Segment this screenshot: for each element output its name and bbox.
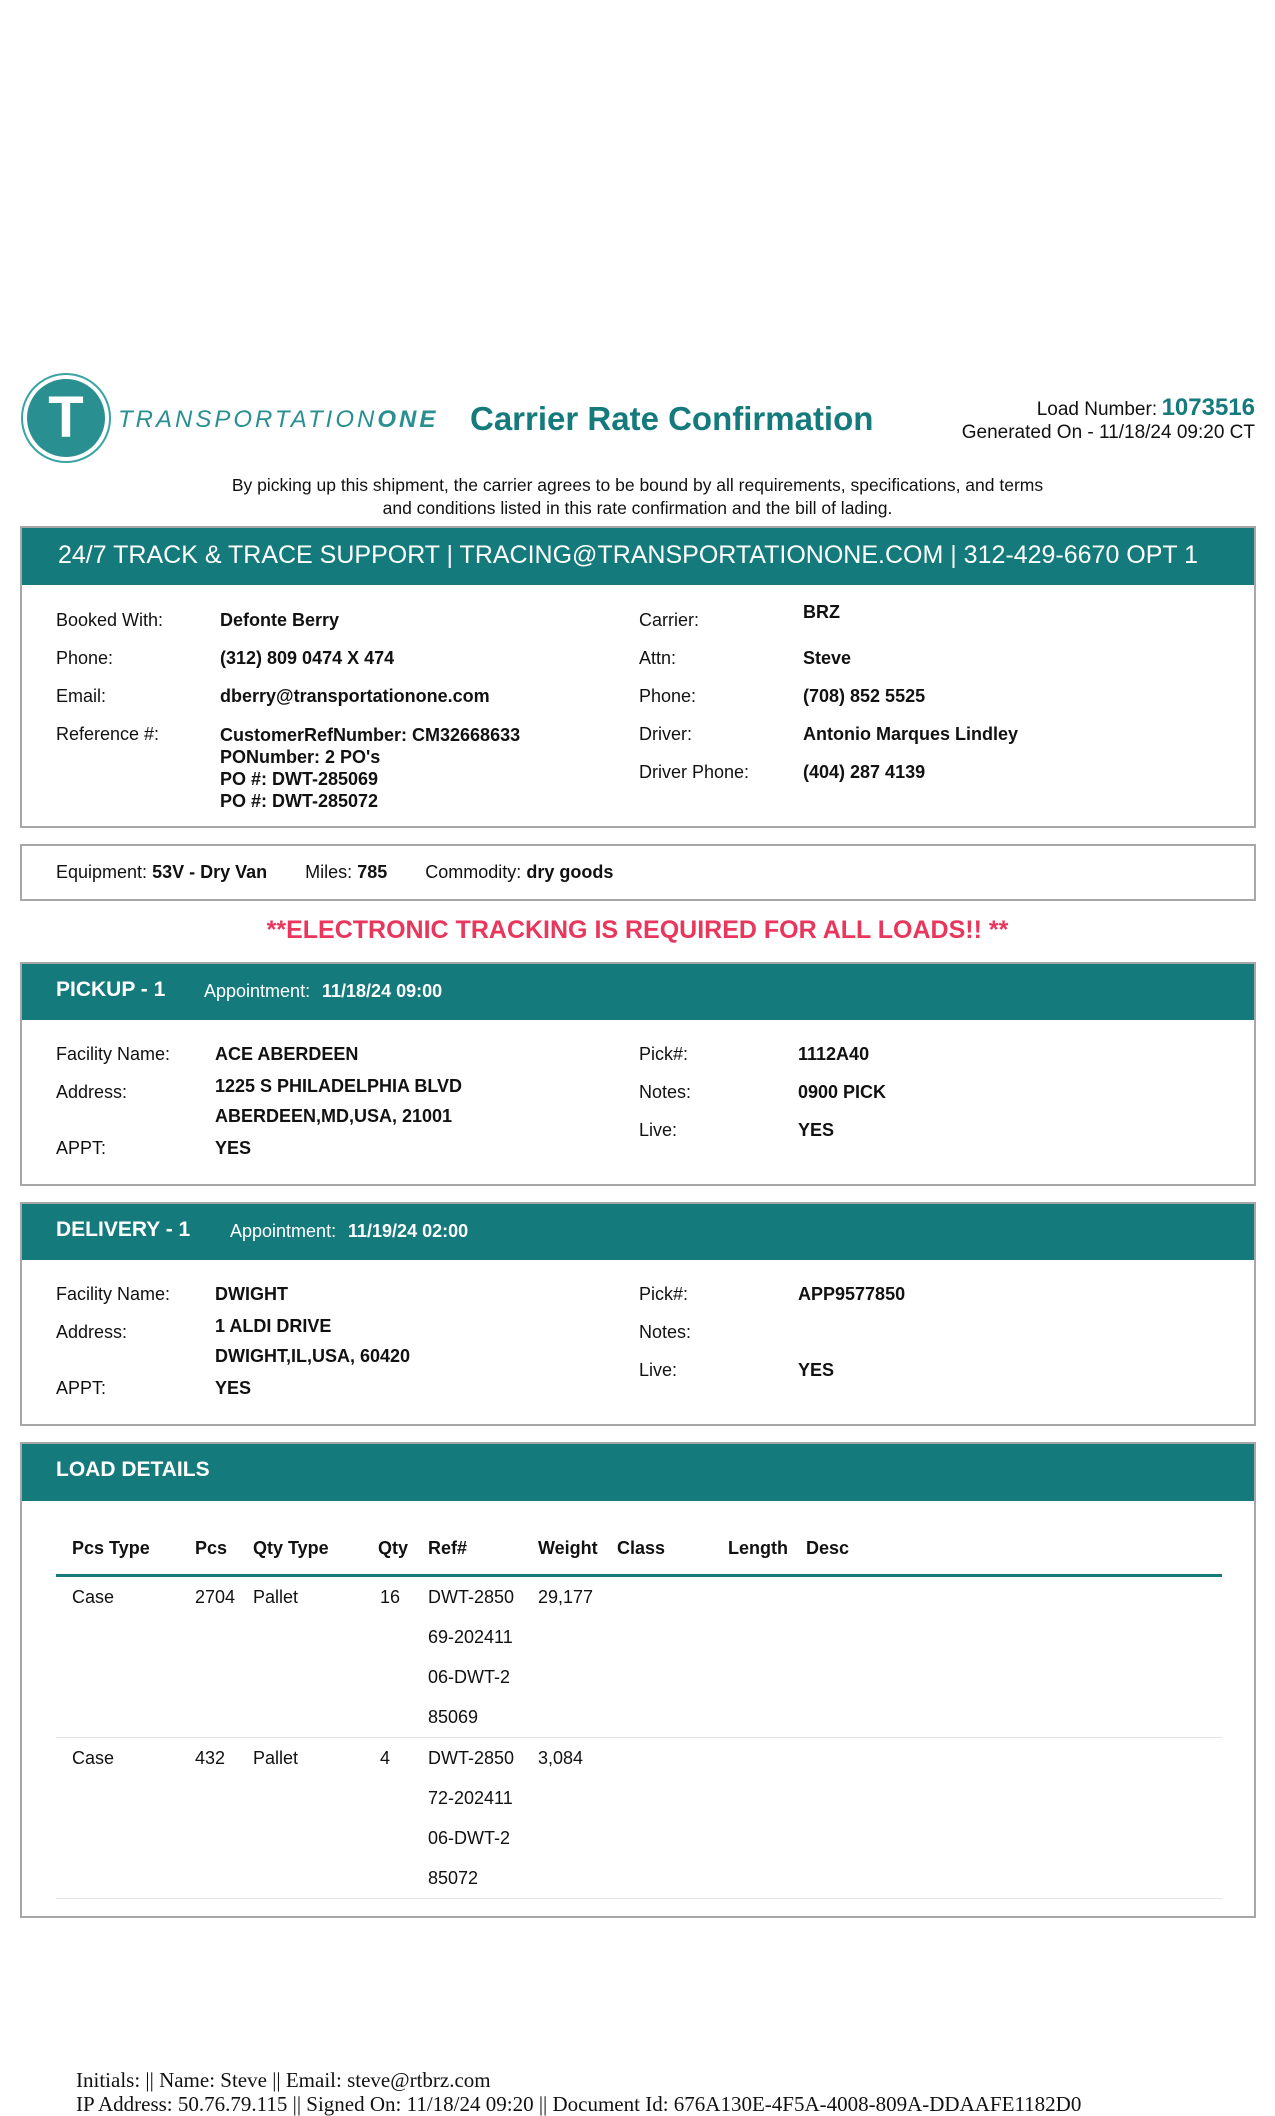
delivery-address-line1: 1 ALDI DRIVE [215, 1316, 332, 1336]
support-banner-text: 24/7 TRACK & TRACE SUPPORT | TRACING@TRANSPORTATIONONE.COM | 312-429-6670 OPT 1 [58, 541, 1199, 569]
equipment-panel [20, 844, 1256, 901]
pickup-live-value: YES [798, 1120, 835, 1140]
delivery-appt-value: YES [215, 1378, 252, 1398]
reference-list [220, 724, 520, 812]
delivery-live-value: YES [798, 1360, 835, 1380]
delivery-pick-value: APP9577850 [798, 1284, 906, 1304]
signature-line2: IP Address: 50.76.79.115 || Signed On: 11/18/24 09:20 || Document Id: 676A130E-4F5A-4008-809A-DDAAFE1182D0 [76, 2092, 1082, 2116]
cell-pcs-type: Case [72, 1748, 115, 1768]
page-title: Carrier Rate Confirmation [470, 400, 874, 437]
ref-line: 85072 [428, 1868, 479, 1888]
agreement-notice [0, 474, 1275, 520]
pickup-appointment-label: Appointment: [204, 981, 311, 1001]
logo-text [118, 406, 438, 434]
ref-line: 69-202411 [428, 1627, 513, 1647]
delivery-appointment-label: Appointment: [230, 1221, 337, 1241]
signature-line1: Initials: || Name: Steve || Email: steve@rtbrz.com [76, 2068, 491, 2092]
ref-line: DWT-2850 [428, 1748, 515, 1768]
reference-label: Reference #: [56, 724, 160, 744]
delivery-title: DELIVERY - 1 [56, 1218, 191, 1241]
cell-pcs: 2704 [195, 1587, 236, 1607]
pickup-notes-label: Notes: [639, 1082, 692, 1102]
col-header-length: Length [728, 1538, 788, 1558]
logo-letter: T [48, 385, 84, 450]
col-header-qty-type: Qty Type [253, 1538, 329, 1558]
driver-value: Antonio Marques Lindley [803, 724, 1019, 744]
pickup-address-label: Address: [56, 1082, 128, 1102]
pickup-appointment-value: 11/18/24 09:00 [322, 981, 443, 1001]
miles-label: Miles: [305, 862, 353, 882]
phone-value: (312) 809 0474 X 474 [220, 648, 395, 668]
cell-ref [428, 1587, 514, 1747]
col-header-qty: Qty [378, 1538, 409, 1558]
booking-panel [20, 526, 1256, 828]
col-header-pcs-type: Pcs Type [72, 1538, 150, 1558]
table-row [56, 1577, 1222, 1738]
delivery-address-line2: DWIGHT,IL,USA, 60420 [215, 1346, 411, 1366]
ref-line: 85069 [428, 1707, 479, 1727]
col-header-class: Class [617, 1538, 666, 1558]
reference-line: PONumber: 2 PO's [220, 747, 381, 767]
load-details-title: LOAD DETAILS [56, 1458, 210, 1481]
delivery-panel [20, 1202, 1256, 1426]
delivery-pick-label: Pick#: [639, 1284, 689, 1304]
logo-text-bold: ONE [377, 406, 439, 433]
cell-qty-type: Pallet [253, 1587, 299, 1607]
pickup-address-line1: 1225 S PHILADELPHIA BLVD [215, 1076, 463, 1096]
load-details-table [56, 1524, 1222, 1904]
booked-with-label: Booked With: [56, 610, 164, 630]
pickup-notes-value: 0900 PICK [798, 1082, 887, 1102]
driver-phone-value: (404) 287 4139 [803, 762, 926, 782]
cell-qty: 4 [380, 1748, 391, 1768]
delivery-header [22, 1204, 1254, 1260]
col-header-weight: Weight [538, 1538, 598, 1558]
agreement-notice-line1: By picking up this shipment, the carrier agrees to be bound by all requirements, specifications, and terms [231, 475, 1044, 495]
reference-line: CustomerRefNumber: CM32668633 [220, 725, 521, 745]
pickup-live-label: Live: [639, 1120, 678, 1140]
cell-pcs-type: Case [72, 1587, 115, 1607]
company-logo [20, 372, 439, 464]
attn-label: Attn: [639, 648, 677, 668]
signature-footer [76, 2068, 1081, 2116]
pickup-pick-label: Pick#: [639, 1044, 689, 1064]
commodity-value: dry goods [526, 862, 614, 882]
load-details-header [22, 1444, 1254, 1501]
equipment-line [56, 862, 613, 883]
email-value[interactable]: dberry@transportationone.com [220, 686, 490, 706]
equipment-value: 53V - Dry Van [152, 862, 268, 882]
ref-line: 06-DWT-2 [428, 1828, 511, 1848]
table-row [56, 1738, 1222, 1899]
col-header-desc: Desc [806, 1538, 850, 1558]
delivery-appointment-value: 11/19/24 02:00 [348, 1221, 469, 1241]
delivery-live-label: Live: [639, 1360, 678, 1380]
carrier-value: BRZ [803, 602, 840, 622]
pickup-facility-value: ACE ABERDEEN [215, 1044, 359, 1064]
delivery-facility-label: Facility Name: [56, 1284, 171, 1304]
col-header-ref: Ref# [428, 1538, 468, 1558]
cell-pcs: 432 [195, 1748, 226, 1768]
driver-phone-label: Driver Phone: [639, 762, 750, 782]
load-number-label: Load Number: [1036, 399, 1158, 420]
cell-ref [428, 1748, 514, 1908]
support-banner [22, 528, 1254, 585]
equipment-label: Equipment: [56, 862, 148, 882]
driver-label: Driver: [639, 724, 692, 744]
cell-weight: 29,177 [538, 1587, 594, 1607]
pickup-facility-label: Facility Name: [56, 1044, 171, 1064]
email-label: Email: [56, 686, 107, 706]
carrier-phone-label: Phone: [639, 686, 697, 706]
pickup-header [22, 964, 1254, 1020]
pickup-panel [20, 962, 1256, 1186]
ref-line: DWT-2850 [428, 1587, 515, 1607]
phone-label: Phone: [56, 648, 114, 668]
delivery-address-label: Address: [56, 1322, 128, 1342]
cell-weight: 3,084 [538, 1748, 584, 1768]
reference-line: PO #: DWT-285072 [220, 791, 379, 811]
col-header-pcs: Pcs [195, 1538, 228, 1558]
logo-text-light: TRANSPORTATION [118, 406, 378, 433]
cell-qty-type: Pallet [253, 1748, 299, 1768]
ref-line: 06-DWT-2 [428, 1667, 511, 1687]
ref-line: 72-202411 [428, 1788, 513, 1808]
load-number-block [962, 394, 1255, 444]
delivery-notes-label: Notes: [639, 1322, 692, 1342]
delivery-facility-value: DWIGHT [215, 1284, 288, 1304]
agreement-notice-line2: and conditions listed in this rate confirmation and the bill of lading. [382, 498, 893, 518]
load-details-panel [20, 1442, 1256, 1918]
carrier-label: Carrier: [639, 610, 700, 630]
delivery-appt-label: APPT: [56, 1378, 107, 1398]
pickup-pick-value: 1112A40 [798, 1044, 870, 1064]
pickup-title: PICKUP - 1 [56, 978, 166, 1001]
load-number: 1073516 [1161, 394, 1255, 421]
pickup-appt-label: APPT: [56, 1138, 107, 1158]
booked-with-value: Defonte Berry [220, 610, 340, 630]
pickup-appt-value: YES [215, 1138, 252, 1158]
commodity-label: Commodity: [425, 862, 522, 882]
carrier-phone-value: (708) 852 5525 [803, 686, 926, 706]
pickup-address-line2: ABERDEEN,MD,USA, 21001 [215, 1106, 453, 1126]
tracking-warning: **ELECTRONIC TRACKING IS REQUIRED FOR ALL LOADS!! ** [266, 916, 1009, 944]
cell-qty: 16 [380, 1587, 401, 1607]
miles-value: 785 [357, 862, 388, 882]
generated-on: Generated On - 11/18/24 09:20 CT [961, 422, 1255, 443]
reference-line: PO #: DWT-285069 [220, 769, 379, 789]
attn-value: Steve [803, 648, 852, 668]
